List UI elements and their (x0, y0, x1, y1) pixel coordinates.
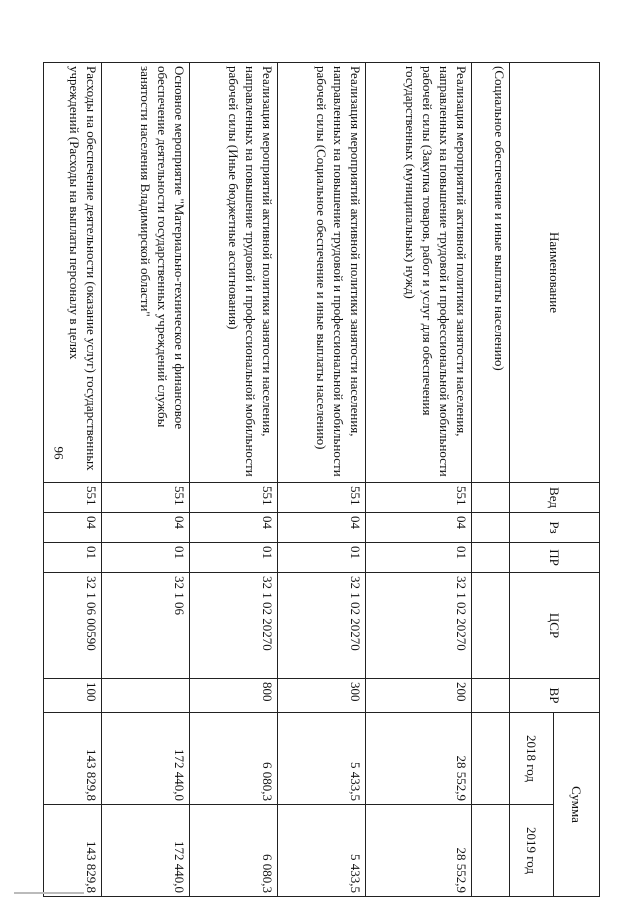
row-vr (472, 679, 510, 713)
header-rz: Рз (510, 513, 600, 543)
budget-table (43, 62, 600, 897)
row-csr (472, 573, 510, 679)
row-ved (472, 483, 510, 513)
header-2018: 2018 год (510, 713, 554, 805)
row-2018: 172 440,0 (102, 713, 190, 805)
row-ved: 551 (190, 483, 278, 513)
table-row (472, 63, 510, 897)
header-sum: Сумма (554, 713, 600, 897)
row-ved: 551 (102, 483, 190, 513)
header-csr: ЦСР (510, 573, 600, 679)
row-name: Реализация мероприятий активной политики занятости населения, направленных на повышение трудовой и профессиональной мобильности рабочей силы (Иные бюджетные ассигнования) (190, 63, 278, 483)
row-rz: 04 (278, 513, 366, 543)
row-pr: 01 (190, 543, 278, 573)
row-rz (472, 513, 510, 543)
row-vr: 300 (278, 679, 366, 713)
row-rz: 04 (190, 513, 278, 543)
row-pr: 01 (44, 543, 102, 573)
row-rz: 04 (366, 513, 472, 543)
header-pr: ПР (510, 543, 600, 573)
row-name: Реализация мероприятий активной политики занятости населения, направленных на повышение трудовой и профессиональной мобильности рабочей силы (Закупка товаров, работ и услуг для обеспечения государственных (муниципальных) нужд) (366, 63, 472, 483)
table-row (278, 63, 366, 897)
header-2019: 2019 год (510, 805, 554, 897)
row-2019: 28 552,9 (366, 805, 472, 897)
scan-artifact (14, 892, 84, 894)
row-csr: 32 1 06 (102, 573, 190, 679)
row-2018: 6 080,3 (190, 713, 278, 805)
table-row (102, 63, 190, 897)
row-pr: 01 (102, 543, 190, 573)
row-csr: 32 1 02 20270 (190, 573, 278, 679)
row-pr: 01 (278, 543, 366, 573)
table-row (190, 63, 278, 897)
row-2019 (472, 805, 510, 897)
row-ved: 551 (44, 483, 102, 513)
row-rz: 04 (102, 513, 190, 543)
row-name: Расходы на обеспечение деятельности (оказание услуг) государственных учреждений (Расходы на выплаты персоналу в целях (44, 63, 102, 483)
row-2018 (472, 713, 510, 805)
row-pr: 01 (366, 543, 472, 573)
row-vr (102, 679, 190, 713)
row-2018: 5 433,5 (278, 713, 366, 805)
row-2019: 6 080,3 (190, 805, 278, 897)
row-vr: 200 (366, 679, 472, 713)
row-2018: 28 552,9 (366, 713, 472, 805)
row-rz: 04 (44, 513, 102, 543)
table-row (44, 63, 102, 897)
row-csr: 32 1 06 00590 (44, 573, 102, 679)
row-vr: 800 (190, 679, 278, 713)
row-name: Основное мероприятие "Материально-техническое и финансовое обеспечение деятельности государственных учреждений службы занятости населения Владимирской области" (102, 63, 190, 483)
header-ved: Вед (510, 483, 600, 513)
row-ved: 551 (278, 483, 366, 513)
row-2019: 143 829,8 (44, 805, 102, 897)
row-2018: 143 829,8 (44, 713, 102, 805)
row-2019: 172 440,0 (102, 805, 190, 897)
row-2019: 5 433,5 (278, 805, 366, 897)
budget-table-container (67, 62, 600, 897)
table-row (366, 63, 472, 897)
row-name: (Социальное обеспечение и иные выплаты населению) (472, 63, 510, 483)
header-name: Наименование (510, 63, 600, 483)
row-ved: 551 (366, 483, 472, 513)
row-vr: 100 (44, 679, 102, 713)
header-vr: ВР (510, 679, 600, 713)
page-number: 96 (51, 446, 67, 460)
row-pr (472, 543, 510, 573)
row-csr: 32 1 02 20270 (278, 573, 366, 679)
row-csr: 32 1 02 20270 (366, 573, 472, 679)
row-name: Реализация мероприятий активной политики занятости населения, направленных на повышение трудовой и профессиональной мобильности рабочей силы (Социальное обеспечение и иные выплаты населению) (278, 63, 366, 483)
